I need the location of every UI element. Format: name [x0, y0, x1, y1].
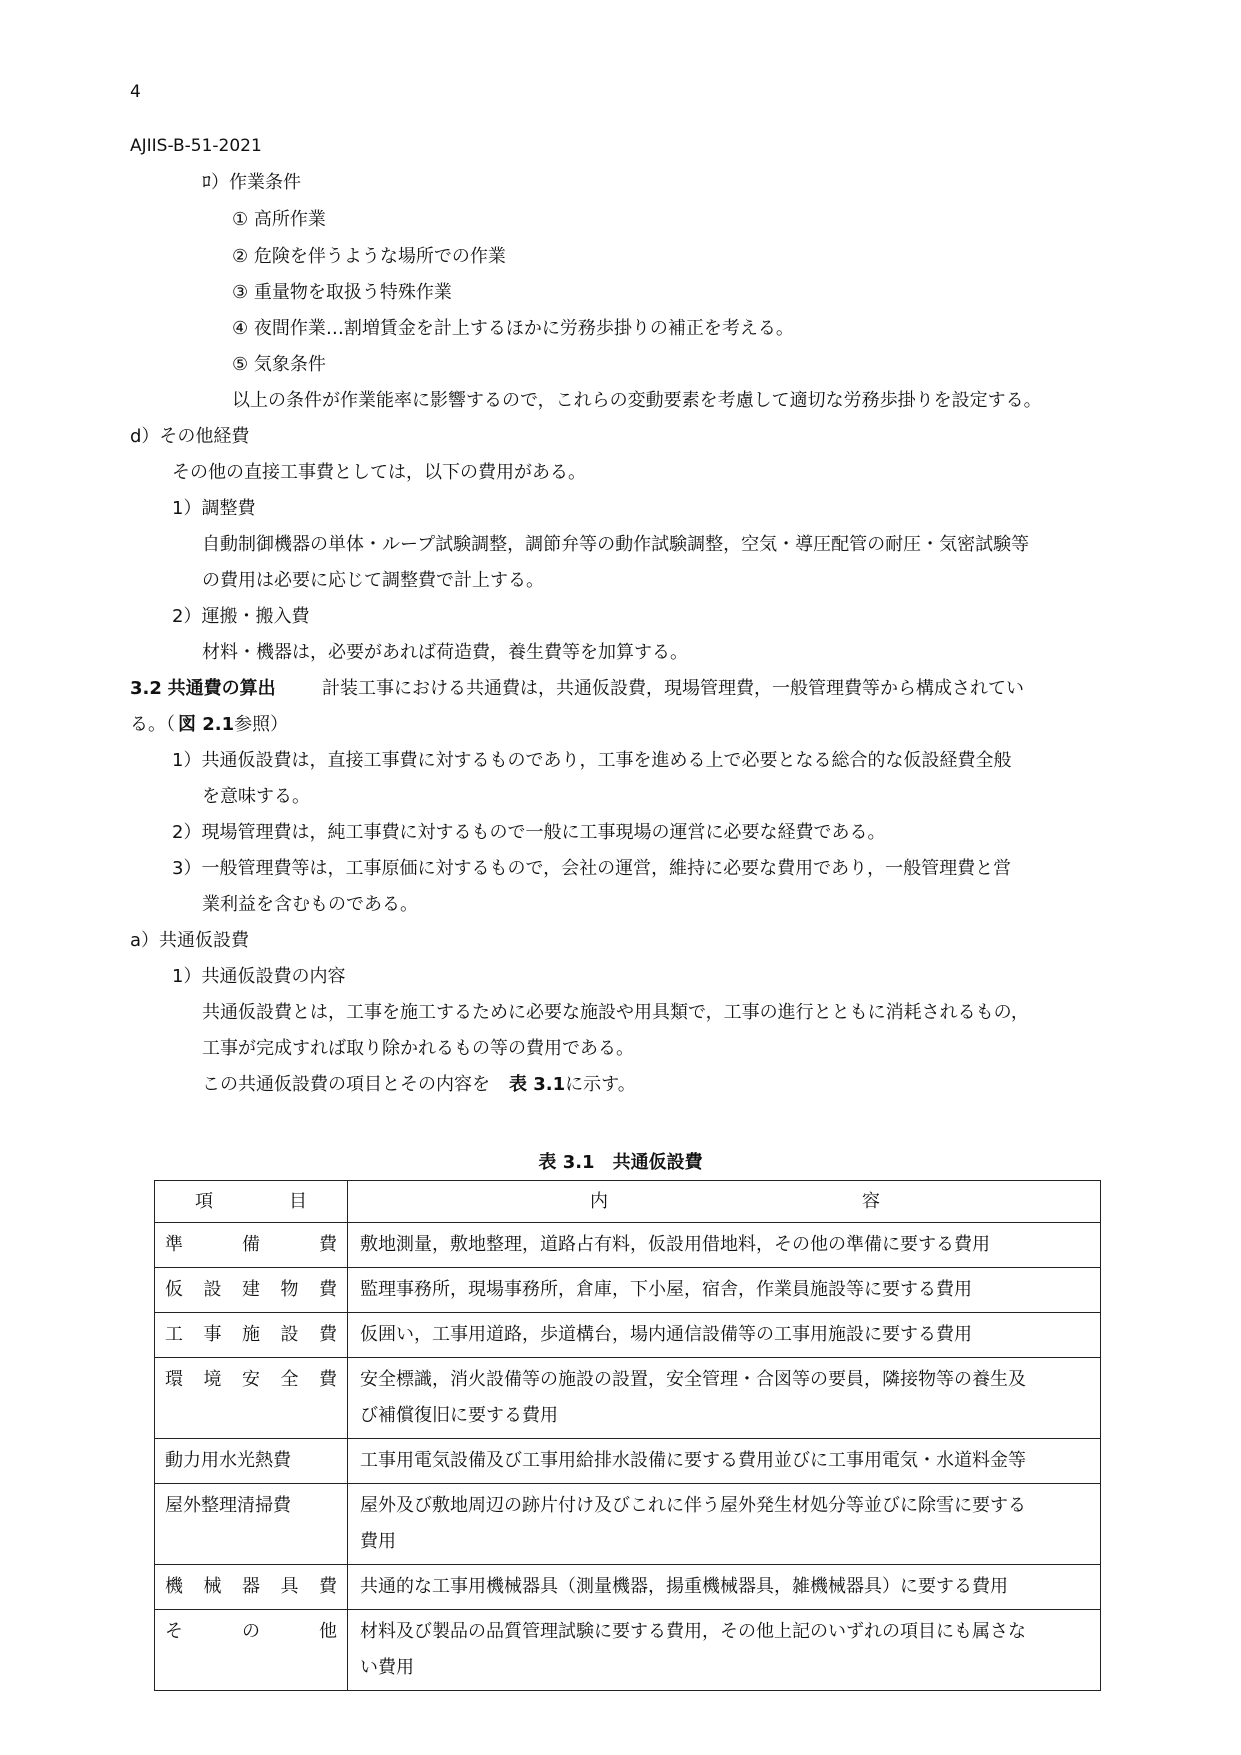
text-line: ④ 夜間作業…割増賃金を計上するほかに労務歩掛りの補正を考える。: [232, 318, 794, 339]
figure-ref-label: 図 2.1: [178, 714, 235, 735]
content-line: 工事用電気設備及び工事用給排水設備に要する費用並びに工事用電気・水道料金等: [360, 1450, 1026, 1471]
document-code: AJIIS-B-51-2021: [130, 136, 262, 156]
table-caption: 表 3.1 共通仮設費: [538, 1152, 703, 1173]
content-line: 材料及び製品の品質管理試験に要する費用，その他上記のいずれの項目にも属さな: [360, 1621, 1026, 1642]
content-line: 監理事務所，現場事務所，倉庫，下小屋，宿舎，作業員施設等に要する費用: [360, 1279, 972, 1300]
table-row: [155, 1439, 1101, 1484]
item-char: 設: [280, 1324, 299, 1345]
text-line: 材料・機器は，必要があれば荷造費，養生費等を加算する。: [202, 642, 688, 663]
item-char: 費: [319, 1279, 337, 1300]
text-line: d）その他経費: [130, 426, 250, 447]
table-ref-suffix: に示す。: [565, 1074, 636, 1095]
content-cell: [348, 1268, 1101, 1313]
item-char: 屋外整理清掃費: [165, 1495, 291, 1516]
content-line: 屋外及び敷地周辺の跡片付け及びこれに伴う屋外発生材処分等並びに除雪に要する: [360, 1495, 1026, 1516]
header-content-cell: [348, 1181, 1101, 1223]
figure-reference: [178, 713, 288, 737]
header-item-cell: [155, 1181, 348, 1223]
text-line: 1）共通仮設費の内容: [172, 966, 346, 987]
content-cell: [348, 1439, 1101, 1484]
content-line: 共通的な工事用機械器具（測量機器，揚重機械器具，雑機械器具）に要する費用: [360, 1576, 1008, 1597]
item-cell: [155, 1313, 348, 1358]
table-row: [155, 1565, 1101, 1610]
text-line: 共通仮設費とは，工事を施工するために必要な施設や用具類で，工事の進行とともに消耗されるもの，: [202, 1002, 1029, 1023]
content-line: 安全標識，消火設備等の施設の設置，安全管理・合図等の要員，隣接物等の養生及: [360, 1369, 1026, 1390]
item-char: 施: [242, 1324, 260, 1345]
section-number: 3.2: [130, 678, 162, 699]
item-char: 全: [280, 1369, 299, 1390]
content-cell: [348, 1610, 1101, 1691]
text-line: この共通仮設費の項目とその内容を: [202, 1074, 490, 1095]
item-char: 設: [203, 1279, 222, 1300]
item-char: 安: [242, 1369, 260, 1390]
text-line: 自動制御機器の単体・ループ試験調整，調節弁等の動作試験調整，空気・導圧配管の耐圧・気密試験等: [202, 534, 1030, 555]
table-row: [155, 1484, 1101, 1565]
text-line: ③ 重量物を取扱う特殊作業: [232, 282, 452, 303]
item-cell: [155, 1610, 348, 1691]
text-line: ⑤ 気象条件: [232, 354, 326, 375]
text-line: 以上の条件が作業能率に影響するので，これらの変動要素を考慮して適切な労務歩掛りを設定する。: [232, 390, 1042, 411]
item-cell: [155, 1358, 348, 1439]
content-cell: [348, 1565, 1101, 1610]
item-char: 費: [319, 1324, 337, 1345]
page-number: 4: [130, 82, 141, 102]
item-char: 環: [165, 1369, 183, 1390]
item-cell: [155, 1484, 348, 1565]
text-line: の費用は必要に応じて調整費で計上する。: [202, 570, 544, 591]
text-line: る。（: [130, 714, 175, 735]
section-title: 共通費の算出: [167, 678, 276, 699]
figure-ref-suffix: 参照）: [234, 714, 289, 735]
content-cell: [348, 1484, 1101, 1565]
text-line: ① 高所作業: [232, 209, 326, 230]
item-char: 工: [165, 1324, 183, 1345]
text-line: 1）調整費: [172, 498, 256, 519]
text-line: 工事が完成すれば取り除かれるもの等の費用である。: [202, 1038, 634, 1059]
header-item-char: 目: [289, 1191, 307, 1212]
content-line: 費用: [360, 1531, 396, 1552]
table-row: [155, 1358, 1101, 1439]
content-line: い費用: [360, 1657, 414, 1678]
table-row: [155, 1268, 1101, 1313]
table-row: [155, 1313, 1101, 1358]
table-header-row: [155, 1181, 1101, 1223]
content-cell: [348, 1223, 1101, 1268]
item-char: 備: [242, 1234, 260, 1255]
content-line: び補償復旧に要する費用: [360, 1405, 558, 1426]
item-char: 具: [280, 1576, 299, 1597]
item-char: そ: [165, 1621, 183, 1642]
item-char: 機: [165, 1576, 183, 1597]
item-char: 他: [319, 1621, 337, 1642]
text-line: ﾛ）作業条件: [202, 172, 301, 193]
content-cell: [348, 1313, 1101, 1358]
item-char: 費: [319, 1369, 337, 1390]
section-heading: [130, 677, 276, 701]
text-line: 計装工事における共通費は，共通仮設費，現場管理費，一般管理費等から構成されてい: [322, 678, 1024, 699]
item-char: 事: [203, 1324, 222, 1345]
item-char: 器: [242, 1576, 260, 1597]
text-line: a）共通仮設費: [130, 930, 250, 951]
item-char: の: [242, 1621, 260, 1642]
text-line: その他の直接工事費としては，以下の費用がある。: [172, 462, 586, 483]
item-cell: [155, 1565, 348, 1610]
item-char: 械: [203, 1576, 222, 1597]
table-reference: [509, 1073, 636, 1097]
item-cell: [155, 1439, 348, 1484]
content-line: 敷地測量，敷地整理，道路占有料，仮設用借地料，その他の準備に要する費用: [360, 1234, 990, 1255]
item-char: 準: [165, 1234, 183, 1255]
content-line: 仮囲い，工事用道路，歩道構台，場内通信設備等の工事用施設に要する費用: [360, 1324, 972, 1345]
header-content-char: 内: [590, 1191, 608, 1212]
item-char: 建: [242, 1279, 260, 1300]
text-line: 2）運搬・搬入費: [172, 606, 310, 627]
table-row: [155, 1223, 1101, 1268]
table-ref-label: 表 3.1: [509, 1074, 566, 1095]
item-char: 費: [319, 1576, 337, 1597]
item-char: 物: [280, 1279, 299, 1300]
text-line: を意味する。: [202, 786, 310, 807]
item-char: 境: [203, 1369, 222, 1390]
item-char: 動力用水光熱費: [165, 1450, 291, 1471]
text-line: 業利益を含むものである。: [202, 894, 418, 915]
header-item-char: 項: [195, 1191, 213, 1212]
table-row: [155, 1610, 1101, 1691]
text-line: 3）一般管理費等は，工事原価に対するもので，会社の運営，維持に必要な費用であり，一般管理費と営: [172, 858, 1012, 879]
content-cell: [348, 1358, 1101, 1439]
text-line: 2）現場管理費は，純工事費に対するもので一般に工事現場の運営に必要な経費である。: [172, 822, 886, 843]
item-cell: [155, 1223, 348, 1268]
header-content-char: 容: [862, 1191, 880, 1212]
text-line: 1）共通仮設費は，直接工事費に対するものであり，工事を進める上で必要となる総合的な仮設経費全般: [172, 750, 1012, 771]
item-char: 費: [319, 1234, 337, 1255]
item-char: 仮: [165, 1279, 183, 1300]
text-line: ② 危険を伴うような場所での作業: [232, 246, 506, 267]
item-cell: [155, 1268, 348, 1313]
common-temporary-cost-table: [154, 1180, 1101, 1691]
